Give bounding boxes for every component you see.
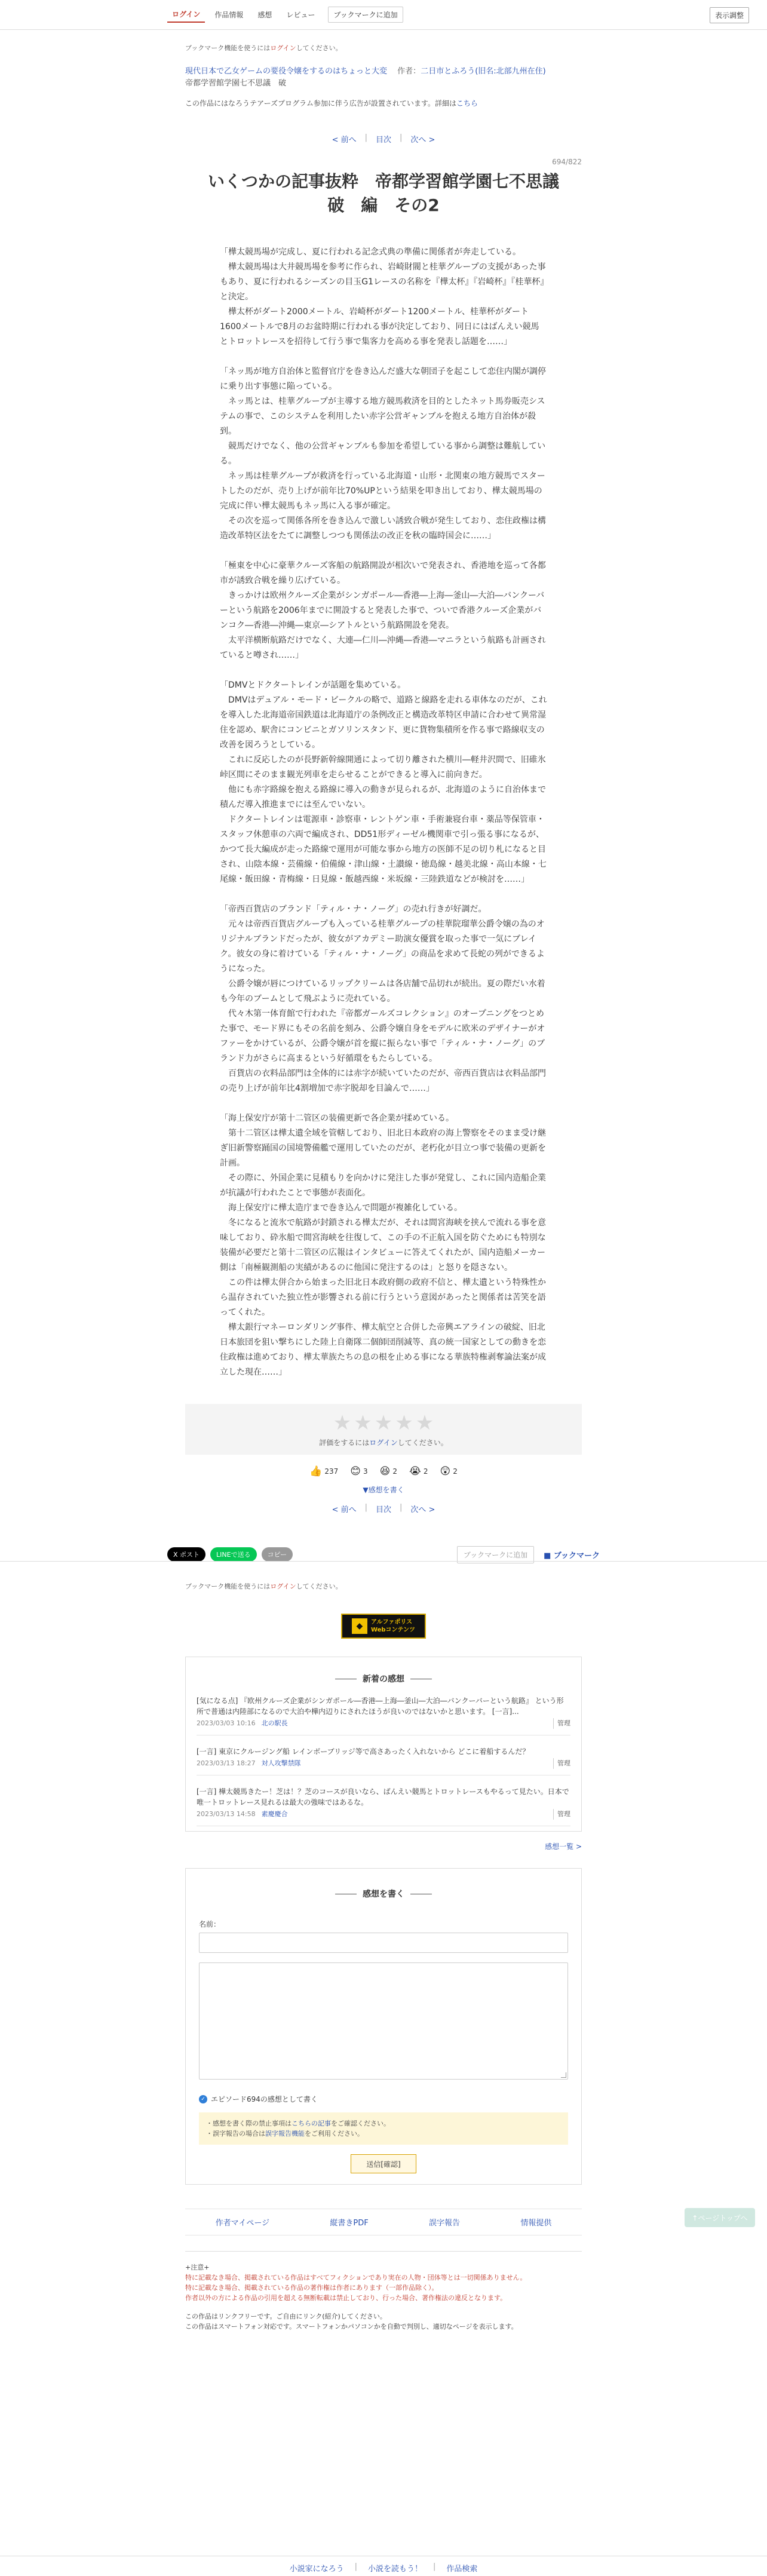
reaction-count: 2 <box>392 1467 397 1476</box>
rating-stars <box>185 1412 582 1434</box>
new-impressions-title: 新着の感想 <box>197 1673 570 1685</box>
episode-number: 694/822 <box>552 158 582 166</box>
reaction-count: 3 <box>363 1467 368 1476</box>
divider <box>0 1561 767 1562</box>
login-link-inline[interactable]: ログイン <box>270 44 296 52</box>
paragraph: その次を巡って関係各所を巻き込んで激しい誘致合戦が発生しており、恋住政権は構造改革特区法をたてに調整しつつも関係法の改正を秋の臨時国会に……」 <box>220 516 546 541</box>
impression-meta <box>197 1758 570 1769</box>
chapter-subtitle: 帝都学習館学園七不思議 破 <box>185 79 287 88</box>
impression-list <box>197 1685 570 1826</box>
paragraph: 「帝西百貨店のブランド「ティル・ナ・ノーグ」の売れ行きが好調だ。 <box>220 904 487 914</box>
impression-user-link[interactable]: 素慶慶合 <box>261 1810 288 1818</box>
bottom-nav <box>0 2556 767 2574</box>
blank-line <box>220 349 547 364</box>
paragraph: 他にも赤字路線を抱える路線に導入の動きが見られるが、北海道のように自治体まで積んだ導入推進までには至んでいない。 <box>220 785 546 809</box>
next-episode-link[interactable]: 次へ > <box>410 1505 435 1514</box>
bookmark-link[interactable]: ■ ブックマーク <box>544 1551 600 1560</box>
paragraph: ネッ馬とは、桂華グループが主導する地方競馬救済を目的としたネット馬券販売システムの事で、このシステムを利用したい赤字公営ギャンブルを抱える地方自治体が殺到。 <box>220 397 545 436</box>
toc-link[interactable]: 目次 <box>375 1505 391 1514</box>
impression-date: 2023/03/13 14:58 <box>197 1810 256 1818</box>
display-settings-button[interactable]: 表示調整 <box>710 7 749 23</box>
write-impression-title: 感想を書く <box>199 1888 568 1900</box>
paragraph: 「DMVとドクタートレインが話題を集めている。 <box>220 680 406 690</box>
tears-program-notice: この作品にはなろうテアーズプログラム参加に伴う広告が設置されています。詳細はこちら <box>185 99 478 108</box>
paragraph: その際に、外国企業に見積もりを向かけに発注した事が発覚し、これに国内造船企業が抗議が行われたことで事態が表面化。 <box>220 1173 546 1198</box>
prev-episode-link[interactable]: < 前へ <box>332 136 357 145</box>
submit-button[interactable]: 送信[確認] <box>351 2154 416 2173</box>
toc-link[interactable]: 目次 <box>375 136 391 145</box>
star-icon[interactable]: ★ <box>374 1411 393 1435</box>
paragraph: 太平洋横断航路だけでなく、大連―仁川―沖縄―香港―マニラという航路も計画されていると噂され……」 <box>220 636 546 660</box>
line-share-button[interactable]: LINEで送る <box>210 1547 257 1562</box>
footer-link[interactable]: 作者マイページ <box>215 2219 270 2228</box>
bookmark-icon: ■ <box>544 1551 551 1560</box>
paragraph: 競馬だけでなく、他の公営ギャンブルも参加を希望している事から調整は難航している。 <box>220 441 546 466</box>
impression-user-link[interactable]: 北の駅長 <box>261 1719 288 1727</box>
write-impression-toggle[interactable]: ▼感想を書く <box>363 1486 404 1494</box>
paragraph: ドクタートレインは電源車・診察車・レントゲン車・手術兼寝台車・薬品等保管車・スタッフ休憩車の六両で編成され、DD51形ディーゼル機関車で引っ張る事になるが、かつて長大編成が走った路線で運用が可能な事から地方の医師不足の切り札になると目され、山陰本線・芸備線・伯備線・津山線・土讃線・徳島線・越美北線・高山本線・七尾線・飯田線・青梅線・日見線・飯越西線・米坂線・三陸鉄道などが検討を……」 <box>220 815 547 884</box>
episode-checkbox[interactable]: ✓ エピソード694の感想として書く <box>199 2094 568 2104</box>
paragraph: 元々は帝西百貨店グループも入っている桂華グループの桂華院瑠華公爵令嬢の為のオリジナルブランドだったが、彼女がアカデミー助演女優賞を取った事で一気にブレイク。彼女の身に着けている「ティル・ナ・ノーグ」の商品を求めて長蛇の列ができるようになった。 <box>220 919 545 974</box>
impression-item <box>197 1735 570 1775</box>
paragraph: 樺太競馬場は大井競馬場を参考に作られ、岩崎財閥と桂華グループの支援があった事もあり、夏に行われるシーズンの目玉G1レースの名称を『樺太杯』『岩崎杯』『桂華杯』と決定。 <box>220 262 546 302</box>
name-label: 名前： <box>199 1920 221 1928</box>
review-link[interactable]: レビュー <box>286 11 315 19</box>
new-impressions-box <box>185 1657 582 1832</box>
impressions-list-link[interactable]: 感想一覧 > <box>545 1842 582 1851</box>
login-link[interactable]: ログイン <box>167 7 205 23</box>
typo-report-link[interactable]: 誤字報告機能 <box>265 2130 305 2138</box>
impression-admin-link[interactable]: 管理 <box>553 1718 570 1729</box>
top-bar <box>0 0 767 30</box>
impression-text[interactable]: [一言] 東京にクルージング船 レインボーブリッジ等で高さあったく入れないから どこに着船するんだ？ <box>197 1747 530 1756</box>
paragraph: 百貨店の衣料品部門は全体的には赤字が続いていたのだが、帝西百貨店は衣料品部門の売り上げが前年比4割増加で赤字脱却を目論んで……」 <box>220 1069 546 1093</box>
page-top-button[interactable]: ↑ページトップへ <box>685 2208 755 2227</box>
header-nav <box>167 7 403 23</box>
tears-details-link[interactable]: こちら <box>456 99 478 108</box>
impression-meta <box>197 1809 570 1820</box>
episode-title: いくつかの記事抜粋 帝都学習館学園七不思議 破 編 その2 <box>207 171 576 215</box>
rating-login-link[interactable]: ログイン <box>369 1439 398 1447</box>
share-section <box>0 1545 767 1563</box>
nav-separator: | <box>433 2562 436 2571</box>
bookmark-add-button[interactable]: ブックマークに追加 <box>457 1546 534 1563</box>
reaction-button[interactable] <box>440 1465 457 1477</box>
episode-pager-bottom: < 前へ | 目次 | 次へ > <box>332 1503 435 1514</box>
impression-text[interactable]: [気になる点] 『欧州クルーズ企業がシンガポール―香港―上海―釜山―大泊―バンクーバーという航路』 という形所で普通は内陸部になるので大泊や樺内辺りにされたほうが良いのではないかと思います。 [一言]... <box>197 1697 564 1716</box>
reaction-button[interactable] <box>409 1465 428 1477</box>
series-info: 現代日本で乙女ゲームの要役令嬢をするのはちょっと大変 作者：二日市とふろう(旧名:北部九州在住) 帝都学習館学園七不思議 破 <box>185 66 582 90</box>
paragraph: DMVはデュアル・モード・ビークルの略で、道路と線路を走れる車体なのだが、これを導入した北海道帝国鉄道は北海道庁の条例改正と構造改革特区申請に合わせて異常湿住を認め、駅舎にコンビニとガソリンスタンド、更に貨物集積所を作る事で路線収支の改善を図ろうとしている。 <box>220 695 547 750</box>
footer-link[interactable]: 情報提供 <box>520 2219 552 2228</box>
paragraph: 「極東を中心に豪華クルーズ客船の航路開設が相次いで発表され、香港地を巡って各都市が誘致合戦を繰り広げている。 <box>220 561 546 585</box>
lower-content <box>185 1581 582 2332</box>
next-episode-link[interactable]: 次へ > <box>410 136 435 145</box>
paragraph: 冬になると流氷で航路が封鎖される樺太だが、それは間宮海峡を挟んで流れる事を意味しており、砕氷船で間宮海峡を往復して、この手の不正航入国を防ぐためにも特別な装備が必要だと第十二管区の広報はインタビューに答えてくれたが、国内造船メーカー側は「南極観測船の実績があるのに他国に発注するのは」と怒りを隠さない。 <box>220 1218 546 1272</box>
bottom-nav-link[interactable]: 小説家になろう <box>289 2565 344 2574</box>
paragraph: 代々木第一体育館で行われた『帝都ガールズコレクション』のオープニングをつとめた事で、モード界にもその名前を刻み、公爵令嬢自身をモデルに欧米のデザイナーがオファーをかけているが、公爵令嬢が首を縦に振らない事で「ティル・ナ・ノーグ」のブランド力がさらに高まるという好循環をもたらしている。 <box>220 1009 545 1063</box>
main-content <box>185 43 582 1514</box>
blank-line <box>220 1096 547 1111</box>
star-icon[interactable]: ★ <box>395 1411 413 1435</box>
impressions-link[interactable]: 感想 <box>257 11 272 19</box>
paragraph: 「樺太競馬場が完成し、夏に行われる記念式典の準備に関係者が奔走している。 <box>220 247 521 257</box>
paragraph: 海上保安庁に樺太造庁まで巻き込んで問題が複雑化している。 <box>220 1203 462 1213</box>
reaction-button[interactable] <box>309 1465 338 1477</box>
star-icon[interactable]: ★ <box>333 1411 352 1435</box>
login-link-inline[interactable]: ログイン <box>270 1583 296 1590</box>
impression-date: 2023/03/03 10:16 <box>197 1719 256 1727</box>
bottom-nav-link[interactable]: 小説を読もう！ <box>367 2565 422 2574</box>
reactions <box>185 1465 582 1477</box>
reaction-count: 2 <box>423 1467 428 1476</box>
impression-admin-link[interactable]: 管理 <box>553 1758 570 1769</box>
grin-icon: 😆 <box>379 1465 391 1477</box>
paragraph: 公爵令嬢が唇につけているリップクリームは各店舗で品切れが続出。夏の際だい水着も今年のブームとして飛ぶように売れている。 <box>220 979 545 1004</box>
author-link[interactable]: 二日市とふろう <box>421 67 475 76</box>
write-impression-box <box>185 1868 582 2185</box>
copy-link-button[interactable]: コピー <box>262 1547 293 1562</box>
star-icon[interactable]: ★ <box>415 1411 434 1435</box>
caution-section: +注意+ 特に記載なき場合、掲載されている作品はすべてフィクションであり実在の人物・団体等とは一切関係ありません。 特に記載なき場合、掲載されている作品の著作権は作者にあります（一部作品除く）。 作者以外の方による作品の引用を超える無断転載は禁止しており、行った場合、著作権法の違反となります。 この作品はリンクフリーです。ご自由にリンク(紹介)してください。 この作品はスマートフォン対応です。スマートフォンかパソコンかを自動で判別し、適切なページを表示します。 <box>185 2251 582 2332</box>
check-icon: ✓ <box>199 2095 207 2103</box>
paragraph: この件は樺太併合から始まった旧北日本政府側の政府不信と、樺太遺という特殊性から温存されていた独立性が影響される前に行うという意図があったと関係者は苦笑を語ってくれた。 <box>220 1278 546 1317</box>
paragraph: これに反応したのが長野新幹線開通によって切り離された横川―軽井沢間で、旧碓氷峠区間にそのまま観光列車を走らせることができると導入に前向きだ。 <box>220 755 546 780</box>
paragraph: 第十二管区は樺太遺全域を管轄しており、旧北日本政府の海上警察をそのまま受け継ぎ旧新警察踊国の国境警備艦で運用していたのだが、老朽化が目立つ事で装備の更新を計画。 <box>220 1128 546 1168</box>
impression-text[interactable]: [一言] 樺太競馬きたー！芝は！？芝のコースが良いなら、ばんえい競馬とトロットレースもやるって見たい。日本で唯一トロットレース見れるは最大の強味ではあるな。 <box>197 1787 569 1807</box>
footer-links <box>185 2209 582 2235</box>
prohibited-rules-link[interactable]: こちらの記事 <box>292 2120 331 2127</box>
prev-episode-link[interactable]: < 前へ <box>332 1505 357 1514</box>
star-icon[interactable]: ★ <box>354 1411 372 1435</box>
bookmark-add-button-disabled[interactable]: ブックマークに追加 <box>328 7 403 23</box>
reaction-count: 237 <box>324 1467 339 1476</box>
paragraph: ネッ馬は桂華グループが救済を行っている北海道・山形・北関東の地方競馬でスタートしたのだが、売り上げが前年比70%UPという結果を叩き出しており、樺太競馬場の完成に伴い樺太競馬もネッ馬に入る事が確定。 <box>220 471 545 511</box>
episode-pager-top: < 前へ | 目次 | 次へ > <box>332 133 435 145</box>
reaction-button[interactable] <box>350 1465 367 1477</box>
x-post-button[interactable]: X ポスト <box>167 1547 205 1562</box>
blank-line <box>220 544 547 559</box>
rating-box <box>185 1404 582 1455</box>
surprise-icon: 😲 <box>440 1465 451 1477</box>
impression-user-link[interactable]: 対人攻撃禁隊 <box>261 1759 301 1767</box>
rating-login-notice: 評価をするにはログインしてください。 <box>319 1439 448 1447</box>
alphapolis-badge[interactable]: ◆ アルファポリス Webコンテンツ <box>341 1614 426 1639</box>
paragraph: 樺太銀行マネーロンダリング事件、樺太航空と合併した帝興エアラインの破綻、旧北日本旅団を狙い撃ちにした陸上自衛隊二個師団削減等、真の統一国家としての動きを恋住政権は進めており、樺太華族たちの息の根を止める事になる華族特権剥奪論法案が成立した現在……」 <box>220 1323 546 1377</box>
impression-item <box>197 1775 570 1826</box>
bookmark-login-notice-2: ブックマーク機能を使うにはログインしてください。 <box>185 1583 342 1590</box>
impression-item <box>197 1685 570 1735</box>
bookmark-login-notice: ブックマーク機能を使うにはログインしてください。 <box>185 44 342 52</box>
impression-meta <box>197 1718 570 1729</box>
impression-textarea[interactable] <box>199 1962 568 2080</box>
paragraph: きっかけは欧州クルーズ企業がシンガポール―香港―上海―釜山―大泊―バンクーバーという航路を2006年までに開設すると発表した事で、ついで香港クルーズ企業がバンコク―香港―沖縄―東京―シアトルという航路開設を発表。 <box>220 591 545 630</box>
reaction-count: 2 <box>453 1467 458 1476</box>
alphapolis-logo-icon: ◆ <box>352 1618 367 1634</box>
blank-line <box>220 663 547 678</box>
impression-date: 2023/03/13 18:27 <box>197 1759 256 1767</box>
work-info-link[interactable]: 作品情報 <box>214 11 244 19</box>
bottom-nav-link[interactable]: 作品検索 <box>446 2565 478 2574</box>
author-extra[interactable]: (旧名:北部九州在住) <box>475 67 546 76</box>
impression-admin-link[interactable]: 管理 <box>553 1809 570 1820</box>
name-input[interactable] <box>199 1933 568 1953</box>
footer-link[interactable]: 縦書きPDF <box>330 2219 369 2228</box>
novel-body <box>185 245 582 1380</box>
footer-link[interactable]: 誤字報告 <box>429 2219 461 2228</box>
nav-separator: | <box>354 2562 357 2571</box>
smile-icon: 😊 <box>350 1465 361 1477</box>
thumbs-up-icon: 👍 <box>309 1465 323 1477</box>
paragraph: 「ネッ馬が地方自治体と監督官庁を巻き込んだ盛大な朝団子を起こして恋住内閣が調停に乗り出す事態に陥っている。 <box>220 367 546 391</box>
reaction-button[interactable] <box>380 1465 397 1477</box>
paragraph: 「海上保安庁が第十二管区の装備更新で各企業が揉めている。 <box>220 1114 454 1123</box>
paragraph: 樺太杯がダート2000メートル、岩崎杯がダート1200メートル、桂華杯がダート1600メートルで8月のお盆時期に行われる事が決定しており、同日にはばんえい競馬とトロットレースを招待して行う事で集客力を高める事を発表し話題を……」 <box>220 307 539 346</box>
cry-icon: 😭 <box>409 1465 421 1477</box>
impression-notice: ・感想を書く際の禁止事項はこちらの記事をご確認ください。 ・誤字報告の場合は誤字報告機能をご利用ください。 <box>199 2112 568 2145</box>
blank-line <box>220 887 547 902</box>
series-title-link[interactable]: 現代日本で乙女ゲームの要役令嬢をするのはちょっと大変 <box>185 67 388 76</box>
